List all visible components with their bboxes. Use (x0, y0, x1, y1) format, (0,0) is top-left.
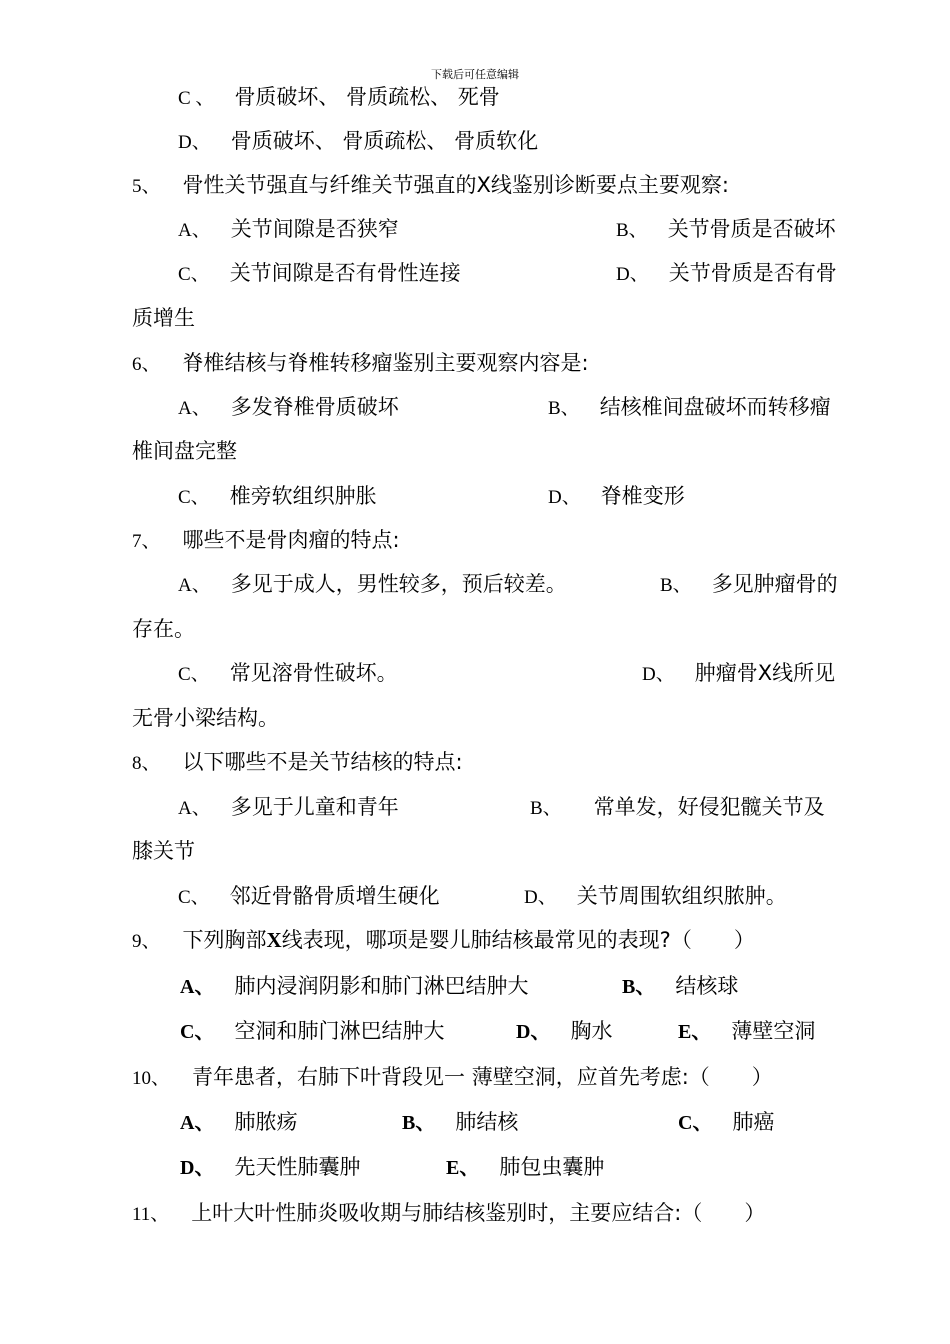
option-text: 肺结核 (455, 1110, 519, 1134)
option-text: 关节间隙是否有骨性连接 (229, 261, 461, 285)
option-label: B、 (530, 798, 562, 819)
q9-option-b (622, 973, 738, 1000)
q9-option-c (180, 1018, 444, 1045)
q5-option-d (616, 260, 837, 288)
q7-option-c (178, 660, 398, 688)
option-label: C、 (178, 664, 210, 685)
option-text: 骨质破坏、 骨质疏松、 骨质软化 (230, 129, 539, 153)
option-text: 结核椎间盘破坏而转移瘤 (599, 395, 831, 419)
q4-option-d (178, 128, 538, 156)
q10-option-d (180, 1154, 360, 1181)
option-label: A、 (178, 220, 211, 241)
option-text: 薄壁空洞 (731, 1019, 816, 1043)
option-text: 关节骨质是否破坏 (667, 217, 836, 241)
q10-option-a (180, 1109, 297, 1136)
q10-option-b (402, 1109, 518, 1136)
q10-option-c (678, 1109, 774, 1136)
q8-option-c (178, 883, 440, 911)
question-text: 哪些不是骨肉瘤的特点: (182, 528, 400, 552)
q8-option-a (178, 794, 399, 822)
option-label: C 、 (178, 88, 215, 109)
option-text: 肺内浸润阴影和肺门淋巴结肿大 (234, 974, 529, 998)
q9-option-a (180, 973, 528, 1000)
question-number: 7、 (132, 531, 161, 552)
option-text: 常单发，好侵犯髋关节及 (593, 795, 825, 819)
option-label: B、 (548, 398, 580, 419)
option-text: 多见肿瘤骨的 (711, 572, 838, 596)
question-text: 骨性关节强直与纤维关节强直的X线鉴别诊断要点主要观察: (182, 173, 729, 197)
option-text: 肿瘤骨X线所见 (694, 661, 836, 685)
q10-option-e (446, 1154, 604, 1181)
q7-option-b (660, 571, 838, 599)
q7-stem (132, 527, 400, 555)
option-label: C、 (678, 1112, 713, 1134)
q8-option-b (530, 794, 825, 822)
q6-stem (132, 350, 589, 378)
option-label: D、 (516, 1021, 551, 1043)
question-text-pre: 下列胸部 (182, 928, 267, 952)
question-number: 9、 (132, 931, 161, 952)
q9-stem (132, 927, 755, 955)
option-label: B、 (402, 1112, 436, 1134)
q6-option-b (548, 394, 831, 422)
option-text: 常见溶骨性破坏。 (229, 661, 398, 685)
option-label: D、 (548, 487, 581, 508)
option-label: C、 (178, 487, 210, 508)
q5-stem (132, 172, 729, 200)
option-text: 关节周围软组织脓肿。 (576, 884, 787, 908)
option-label: B、 (622, 976, 656, 998)
q7-option-d (642, 660, 835, 688)
option-label: A、 (178, 575, 211, 596)
option-label: D、 (524, 887, 557, 908)
q9-option-d (516, 1018, 612, 1045)
q5-option-b (616, 216, 836, 244)
option-label: A、 (178, 398, 211, 419)
q10-stem (132, 1064, 773, 1092)
question-text-x: X (266, 928, 282, 952)
option-label: D、 (178, 132, 211, 153)
q11-stem (132, 1200, 765, 1228)
q7-option-a (178, 571, 567, 599)
question-text: 以下哪些不是关节结核的特点: (182, 750, 463, 774)
question-number: 10、 (132, 1068, 171, 1089)
option-text: 先天性肺囊肿 (234, 1155, 361, 1179)
option-text: 多发脊椎骨质破坏 (230, 395, 399, 419)
option-label: D、 (642, 664, 675, 685)
option-text: 肺脓疡 (234, 1110, 298, 1134)
q8-stem (132, 749, 463, 777)
q7-option-b-continued: 存在。 (132, 617, 195, 641)
option-text: 结核球 (675, 974, 739, 998)
option-text: 胸水 (570, 1019, 613, 1043)
option-label: C、 (178, 887, 210, 908)
question-text-post: 线表现，哪项是婴儿肺结核最常见的表现?（ ） (281, 928, 755, 952)
question-text: 青年患者，右肺下叶背段见一 薄壁空洞，应首先考虑:（ ） (192, 1065, 773, 1089)
option-label: B、 (660, 575, 692, 596)
option-label: A、 (178, 798, 211, 819)
option-label: A、 (180, 1112, 215, 1134)
option-label: C、 (180, 1021, 215, 1043)
question-number: 8、 (132, 753, 161, 774)
q8-option-d (524, 883, 787, 911)
question-number: 11、 (132, 1204, 170, 1225)
q6-option-d (548, 483, 685, 511)
option-text: 关节骨质是否有骨 (668, 261, 837, 285)
option-label: C、 (178, 264, 210, 285)
option-text: 多见于儿童和青年 (230, 795, 399, 819)
option-text: 邻近骨骼骨质增生硬化 (229, 884, 440, 908)
question-text: 上叶大叶性肺炎吸收期与肺结核鉴别时，主要应结合:（ ） (191, 1201, 766, 1225)
header-note: 下载后可任意编辑 (431, 68, 519, 81)
option-text: 脊椎变形 (600, 484, 685, 508)
option-text: 关节间隙是否狭窄 (230, 217, 399, 241)
option-text: 骨质破坏、 骨质疏松、 死骨 (234, 85, 500, 109)
option-label: E、 (678, 1021, 712, 1043)
option-label: D、 (616, 264, 649, 285)
option-label: E、 (446, 1157, 480, 1179)
q6-option-c (178, 483, 377, 511)
option-text: 肺癌 (732, 1110, 775, 1134)
q7-option-d-continued: 无骨小梁结构。 (132, 706, 279, 730)
option-text: 空洞和肺门淋巴结肿大 (234, 1019, 445, 1043)
option-label: B、 (616, 220, 648, 241)
q9-option-e (678, 1018, 815, 1045)
q4-option-c (178, 84, 500, 112)
option-text: 椎旁软组织肿胀 (229, 484, 377, 508)
option-label: A、 (180, 976, 215, 998)
option-text: 多见于成人，男性较多，预后较差。 (230, 572, 567, 596)
option-label: D、 (180, 1157, 215, 1179)
question-number: 5、 (132, 176, 161, 197)
option-text: 肺包虫囊肿 (499, 1155, 605, 1179)
question-text: 脊椎结核与脊椎转移瘤鉴别主要观察内容是: (182, 351, 589, 375)
q6-option-a (178, 394, 399, 422)
q8-option-b-continued: 膝关节 (132, 839, 195, 863)
question-number: 6、 (132, 354, 161, 375)
q5-option-d-continued: 质增生 (132, 306, 195, 330)
q5-option-c (178, 260, 461, 288)
q6-option-b-continued: 椎间盘完整 (132, 439, 237, 463)
q5-option-a (178, 216, 399, 244)
